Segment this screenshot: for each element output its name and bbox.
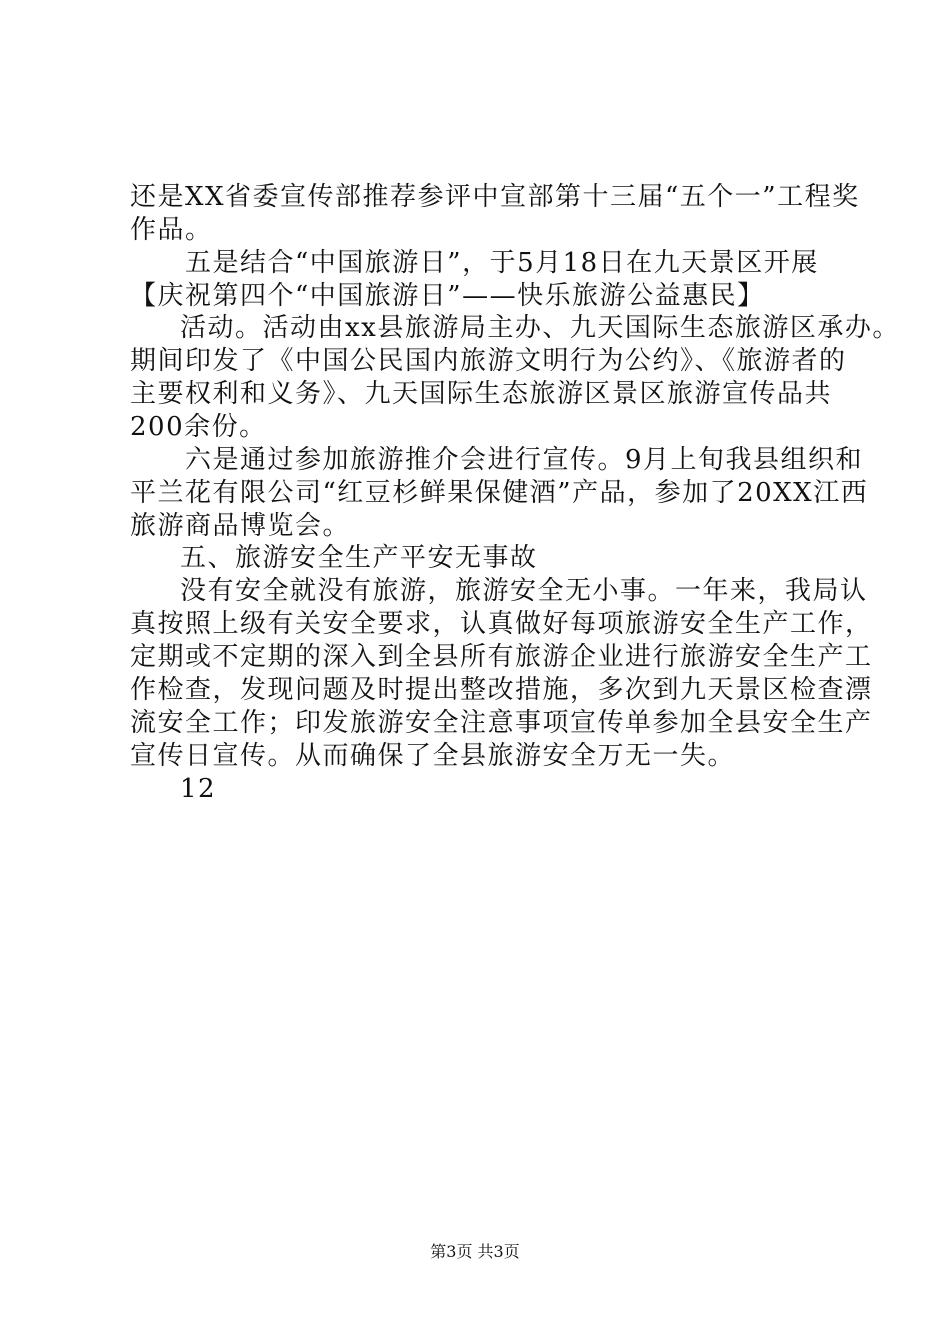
text-line: 还是XX省委宣传部推荐参评中宣部第十三届“五个一”工程奖 bbox=[130, 182, 860, 212]
text-line: 【庆祝第四个“中国旅游日”——快乐旅游公益惠民】 bbox=[130, 281, 765, 311]
text-line: 期间印发了《中国公民国内旅游文明行为公约》、《旅游者的 bbox=[130, 346, 847, 376]
text-line: 六是通过参加旅游推介会进行宣传。9月上旬我县组织和 bbox=[185, 445, 864, 475]
text-line: 作品。 bbox=[130, 215, 213, 245]
text-line: 主要权利和义务》、九天国际生态旅游区景区旅游宣传品共 bbox=[130, 379, 833, 409]
text-line: 定期或不定期的深入到全县所有旅游企业进行旅游安全生产工 bbox=[130, 642, 873, 672]
text-line: 宣传日宣传。从而确保了全县旅游安全万无一失。 bbox=[130, 741, 736, 771]
text-line: 流安全工作；印发旅游安全注意事项宣传单参加全县安全生产 bbox=[130, 708, 873, 738]
text-line: 平兰花有限公司“红豆杉鲜果保健酒”产品，参加了20XX江西 bbox=[130, 478, 869, 508]
text-line: 五是结合“中国旅游日”，于5月18日在九天景区开展 bbox=[185, 248, 819, 278]
text-line: 真按照上级有关安全要求，认真做好每项旅游安全生产工作， bbox=[130, 609, 873, 639]
text-line: 作检查，发现问题及时提出整改措施，多次到九天景区检查漂 bbox=[130, 675, 873, 705]
text-line: 12 bbox=[180, 774, 217, 804]
text-line: 200余份。 bbox=[130, 412, 267, 442]
text-line: 旅游商品博览会。 bbox=[130, 511, 351, 541]
section-heading: 五、旅游安全生产平安无事故 bbox=[180, 543, 538, 573]
text-line: 没有安全就没有旅游，旅游安全无小事。一年来，我局认 bbox=[180, 576, 868, 606]
page-number-footer: 第3页 共3页 bbox=[430, 1242, 520, 1261]
text-line: 活动。活动由xx县旅游局主办、九天国际生态旅游区承办。 bbox=[180, 313, 900, 343]
